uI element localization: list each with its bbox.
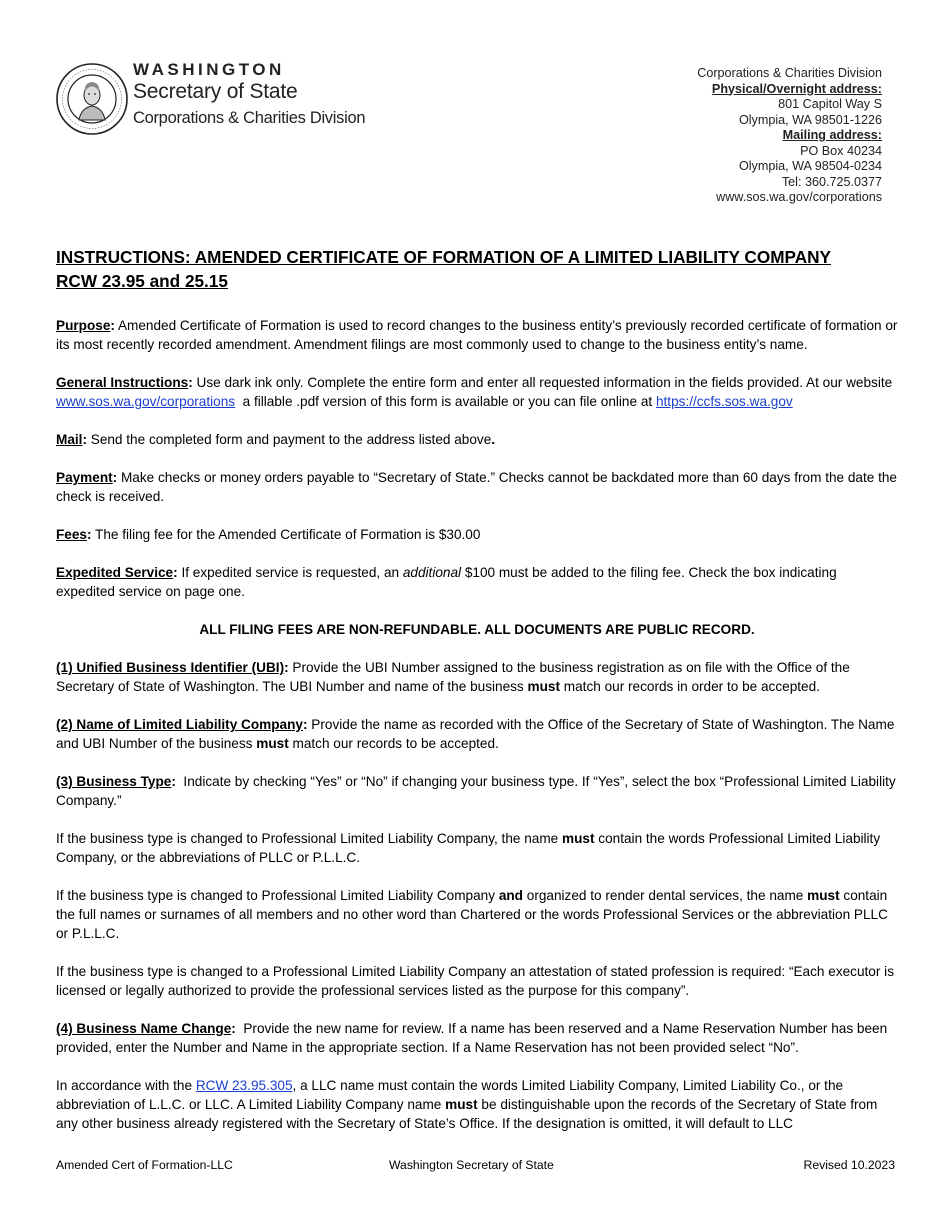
expedited-italic: additional — [402, 565, 462, 580]
purpose-text: Amended Certificate of Formation is used to record changes to the business entity’s previously recorded certificate of formation or its most recently recorded amendment. Amendment filings are most commonly used to change to the business entity’s name. — [56, 318, 898, 352]
rcw-must: must — [445, 1097, 478, 1112]
page-title-line1: INSTRUCTIONS: AMENDED CERTIFICATE OF FORMATION OF A LIMITED LIABILITY COMPANY — [56, 247, 831, 267]
pllc-text2: contain the words Professional Limited Liability Company, or the abbreviations of PLLC or P.L.L.C. — [56, 831, 881, 865]
general-instructions-label: General Instructions — [56, 375, 189, 390]
mail-text-end: . — [491, 432, 496, 447]
sos-corporations-link[interactable]: www.sos.wa.gov/corporations — [56, 394, 236, 409]
mail-paragraph: Mail: Send the completed form and payment to the address listed above. — [56, 432, 496, 447]
fees-label: Fees — [56, 527, 87, 542]
brand-logo — [133, 60, 365, 130]
physical-address-label: Physical/Overnight address: — [711, 81, 882, 96]
mailing-address-label: Mailing address: — [782, 128, 882, 142]
fees-paragraph: Fees: The filing fee for the Amended Certificate of Formation is $30.00 — [56, 527, 481, 542]
business-type-dental-paragraph — [56, 886, 898, 943]
business-type-pllc-paragraph — [56, 829, 898, 867]
llc-name-text2: match our records to be accepted. — [292, 736, 499, 751]
payment-text: Make checks or money orders payable to “Secretary of State.” Checks cannot be backdated more than 60 days from the date the check is received. — [56, 470, 897, 504]
attestation-text: If the business type is changed to a Professional Limited Liability Company an attestation of stated profession is required: “Each executor is licensed or legally authorized to provide the professional services listed as the purpose for this company”. — [56, 964, 894, 998]
physical-address-line1: 801 Capitol Way S — [778, 97, 882, 111]
mail-label: Mail — [56, 432, 83, 447]
page-title — [56, 245, 896, 293]
fees-text: The filing fee for the Amended Certificate of Formation is $30.00 — [95, 527, 481, 542]
name-change-text: Provide the new name for review. If a name has been reserved and a Name Reservation Number has been provided, enter the Number and Name in the appropriate section. If a Name Reservation has not been provided select “No”. — [56, 1021, 888, 1055]
expedited-paragraph: Expedited Service: If expedited service is requested, an additional $100 must be added to the filing fee. Check the box indicating expedited service on page one. — [56, 565, 837, 599]
llc-name-must: must — [256, 736, 289, 751]
general-instructions-paragraph: General Instructions: Use dark ink only. Complete the entire form and enter all requested information in the fields provided. At our website www.sos.wa.gov/corporations a fillable .pdf version of this form is available or you can file online at https://ccfs.sos.wa.gov — [56, 375, 893, 409]
instructions-body — [56, 316, 898, 1152]
address-division: Corporations & Charities Division — [697, 66, 882, 80]
mailing-address-line1: PO Box 40234 — [800, 143, 882, 158]
llc-name-text1: Provide the name as recorded with the Office of the Secretary of State of Washington. The Name and UBI Number of the business — [56, 717, 895, 751]
ubi-text1: Provide the UBI Number assigned to the business registration as on file with the Office of the Secretary of State of Washington. The UBI Number and name of the business — [56, 660, 850, 694]
brand-office-name: Secretary of State — [133, 80, 298, 103]
brand-division-name: Corporations & Charities Division — [133, 109, 366, 127]
telephone: Tel: 360.725.0377 — [781, 174, 882, 189]
footer-agency: Washington Secretary of State — [389, 1158, 554, 1172]
payment-paragraph: Payment: Make checks or money orders payable to “Secretary of State.” Checks cannot be backdated more than 60 days from the date the check is received. — [56, 470, 897, 504]
purpose-paragraph: Purpose: Amended Certificate of Formation is used to record changes to the business entity’s previously recorded certificate of formation or its most recently recorded amendment. Amendment filings are most commonly used to change to the business entity’s name. — [56, 318, 898, 352]
dental-must: must — [807, 888, 840, 903]
mail-text: Send the completed form and payment to the address listed above — [90, 432, 492, 447]
mailing-address-line2: Olympia, WA 98504-0234 — [738, 159, 882, 173]
ubi-text2: match our records in order to be accepted. — [563, 679, 820, 694]
brand-state-name: WASHINGTON — [133, 60, 285, 79]
purpose-label: Purpose — [56, 318, 111, 333]
general-instructions-text1: Use dark ink only. Complete the entire form and enter all requested information in the fields provided. At our website — [196, 375, 893, 390]
contact-address-block — [697, 66, 882, 206]
ccfs-link[interactable]: https://ccfs.sos.wa.gov — [655, 394, 793, 409]
dental-and: and — [498, 888, 523, 903]
footer-revision: Revised 10.2023 — [803, 1158, 895, 1172]
rcw-text1: In accordance with the — [56, 1078, 193, 1093]
dental-text3: contain the full names or surnames of all members and no other word than Chartered or the words Professional Services or the abbreviation PLLC or P.L.L.C. — [56, 888, 888, 941]
expedited-text1: If expedited service is requested, an — [181, 565, 400, 580]
rcw-text2: , a LLC name must contain the words Limited Liability Company, Limited Liability Co., or the abbreviation of L.L.C. or LLC. A Limited Liability Company name — [56, 1078, 844, 1112]
llc-name-paragraph: (2) Name of Limited Liability Company: Provide the name as recorded with the Office of the Secretary of State of Washington. The Name and UBI Number of the business must match our records to be accepted. — [56, 717, 895, 751]
footer-form-name: Amended Cert of Formation-LLC — [56, 1158, 233, 1172]
llc-name-label: (2) Name of Limited Liability Company — [56, 717, 303, 732]
business-type-attestation-paragraph — [56, 962, 898, 1000]
page-title-line2: RCW 23.95 and 25.15 — [56, 271, 228, 291]
website-text: www.sos.wa.gov/corporations — [716, 190, 882, 204]
business-type-paragraph: (3) Business Type: Indicate by checking “Yes” or “No” if changing your business type. If “Yes”, select the box “Professional Limited Liability Company.” — [56, 774, 896, 808]
business-type-label: (3) Business Type — [56, 774, 172, 789]
rcw-23-95-305-link[interactable]: RCW 23.95.305 — [195, 1078, 293, 1093]
dental-text2: organized to render dental services, the name — [526, 888, 804, 903]
ubi-paragraph: (1) Unified Business Identifier (UBI): Provide the UBI Number assigned to the business registration as on file with the Office of the Secretary of State of Washington. The UBI Number and name of the business must match our records in order to be accepted. — [56, 660, 850, 694]
ubi-label: (1) Unified Business Identifier (UBI) — [56, 660, 285, 675]
pllc-must: must — [562, 831, 595, 846]
expedited-text2: $100 must be added to the filing fee. Check the box indicating expedited service on page one. — [56, 565, 837, 599]
payment-label: Payment — [56, 470, 113, 485]
name-change-label: (4) Business Name Change — [56, 1021, 232, 1036]
expedited-label: Expedited Service — [56, 565, 174, 580]
public-record-notice: ALL FILING FEES ARE NON-REFUNDABLE. ALL DOCUMENTS ARE PUBLIC RECORD. — [199, 622, 755, 637]
business-type-text: Indicate by checking “Yes” or “No” if changing your business type. If “Yes”, select the box “Professional Limited Liability Company.” — [56, 774, 896, 808]
pllc-text1: If the business type is changed to Professional Limited Liability Company, the name — [56, 831, 559, 846]
ubi-must: must — [527, 679, 560, 694]
name-change-paragraph: (4) Business Name Change: Provide the new name for review. If a name has been reserved and a Name Reservation Number has been provided, enter the Number and Name in the appropriate section. If a Name Reservation has not been provided select “No”. — [56, 1021, 888, 1055]
washington-state-seal-icon — [55, 62, 129, 136]
general-instructions-text2: a fillable .pdf version of this form is available or you can file online at — [242, 394, 653, 409]
physical-address-line2: Olympia, WA 98501-1226 — [738, 112, 882, 127]
rcw-paragraph — [56, 1076, 898, 1133]
dental-text1: If the business type is changed to Professional Limited Liability Company — [56, 888, 496, 903]
rcw-text3: be distinguishable upon the records of the Secretary of State from any other business already registered with the Secretary of State’s Office. If the designation is omitted, it will default to LLC — [56, 1097, 878, 1131]
